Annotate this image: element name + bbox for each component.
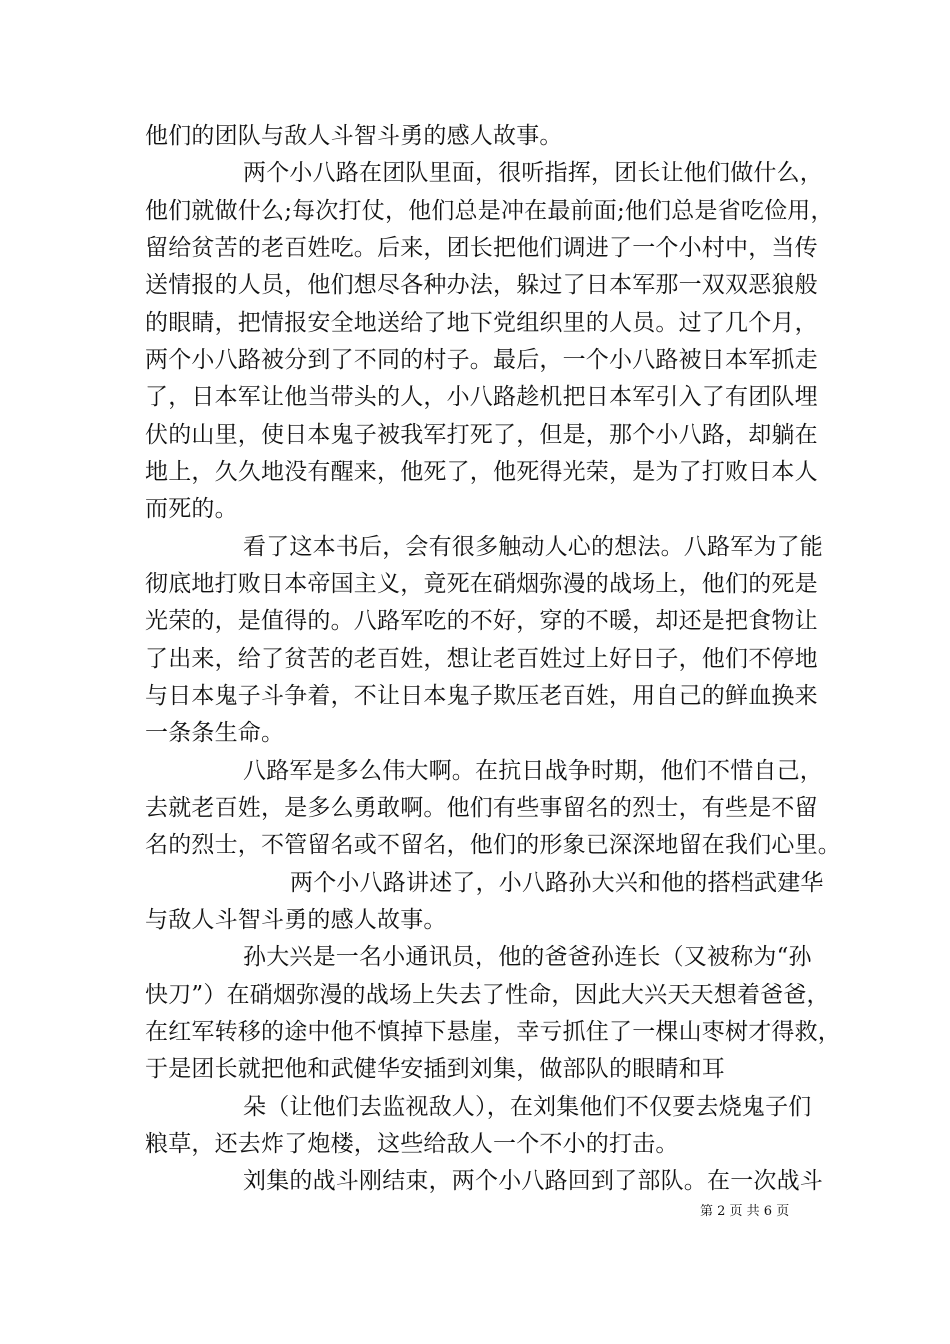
text-line-3: 他们就做什么;每次打仗，他们总是冲在最前面;他们总是省吃俭用， [145, 198, 834, 224]
text-line-27: 朵（让他们去监视敌人），在刘集他们不仅要去烧鬼子们 [243, 1094, 812, 1120]
text-line-9: 伏的山里，使日本鬼子被我军打死了，但是，那个小八路，却躺在 [145, 422, 818, 448]
text-line-23: 孙大兴是一名小通讯员，他的爸爸孙连长（又被称为“孙 [243, 944, 812, 970]
text-line-10: 地上，久久地没有醒来，他死了，他死得光荣，是为了打败日本人 [145, 459, 818, 485]
text-line-11: 而死的。 [145, 496, 238, 522]
text-line-16: 与日本鬼子斗争着，不让日本鬼子欺压老百姓，用自己的鲜血换来 [145, 683, 818, 709]
text-line-6: 的眼睛，把情报安全地送给了地下党组织里的人员。过了几个月， [145, 310, 818, 336]
text-line-24: 快刀”）在硝烟弥漫的战场上失去了性命，因此大兴天天想着爸爸， [145, 982, 830, 1008]
text-line-5: 送情报的人员，他们想尽各种办法，躲过了日本军那一双双恶狼般 [145, 272, 818, 298]
text-line-28: 粮草，还去炸了炮楼，这些给敌人一个不小的打击。 [145, 1131, 679, 1157]
text-line-17: 一条条生命。 [145, 720, 285, 746]
text-line-18: 八路军是多么伟大啊。在抗日战争时期，他们不惜自己， [243, 758, 823, 784]
text-line-2: 两个小八路在团队里面，很听指挥，团长让他们做什么， [243, 160, 823, 186]
text-line-4: 留给贫苦的老百姓吃。后来，团长把他们调进了一个小村中，当传 [145, 235, 818, 261]
text-line-8: 了，日本军让他当带头的人，小八路趁机把日本军引入了有团队埋 [145, 384, 818, 410]
text-line-20: 名的烈士，不管留名或不留名，他们的形象已深深地留在我们心里。 [145, 832, 841, 858]
text-line-26: 于是团长就把他和武健华安插到刘集，做部队的眼睛和耳 [145, 1056, 725, 1082]
text-line-19: 去就老百姓，是多么勇敢啊。他们有些事留名的烈士，有些是不留 [145, 795, 818, 821]
text-line-12: 看了这本书后，会有很多触动人心的想法。八路军为了能 [243, 534, 823, 560]
text-line-15: 了出来，给了贫苦的老百姓，想让老百姓过上好日子，他们不停地 [145, 646, 818, 672]
text-line-1: 他们的团队与敌人斗智斗勇的感人故事。 [145, 123, 563, 149]
text-line-29: 刘集的战斗刚结束，两个小八路回到了部队。在一次战斗 [243, 1168, 823, 1194]
text-line-14: 光荣的，是值得的。八路军吃的不好，穿的不暖，却还是把食物让 [145, 608, 818, 634]
page-number-footer: 第 2 页 共 6 页 [700, 1204, 790, 1219]
text-line-21: 两个小八路讲述了，小八路孙大兴和他的搭档武建华 [290, 870, 824, 896]
text-line-13: 彻底地打败日本帝国主义，竟死在硝烟弥漫的战场上，他们的死是 [145, 571, 818, 597]
text-line-7: 两个小八路被分到了不同的村子。最后，一个小八路被日本军抓走 [145, 347, 818, 373]
text-line-25: 在红军转移的途中他不慎掉下悬崖，幸亏抓住了一棵山枣树才得救， [145, 1019, 841, 1045]
text-line-22: 与敌人斗智斗勇的感人故事。 [145, 907, 447, 933]
